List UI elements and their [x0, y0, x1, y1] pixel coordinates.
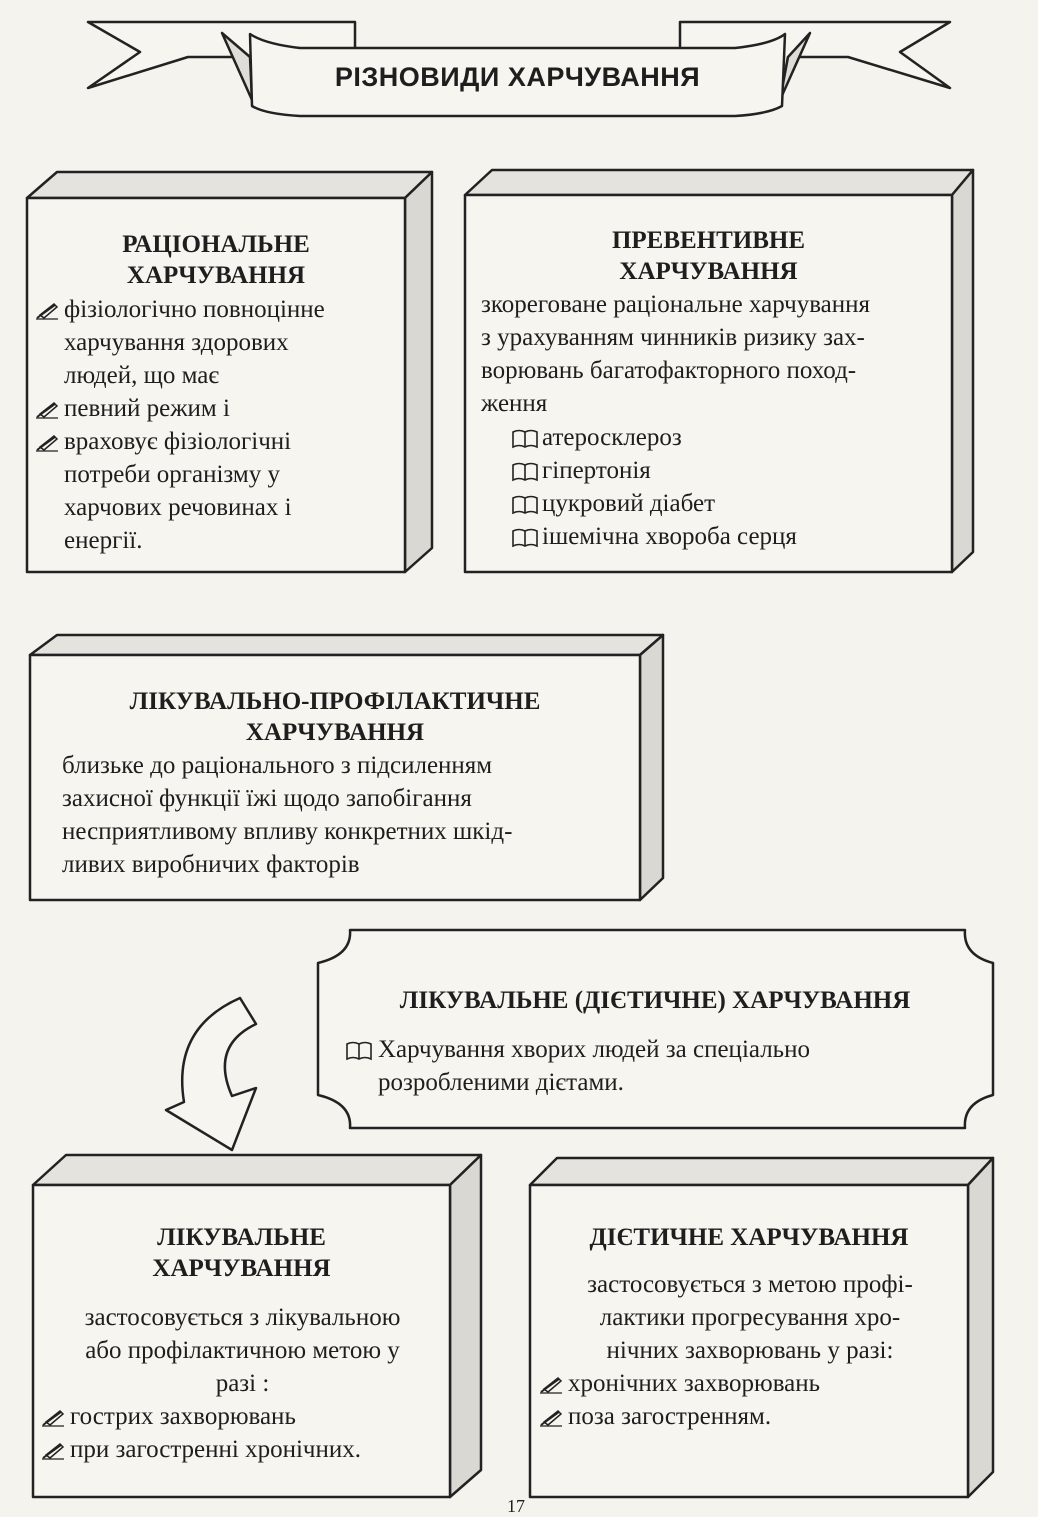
preventive-text [481, 288, 941, 420]
therapeutic-preventive-text-line: несприятливому впливу конкретних шкід- [62, 818, 513, 845]
list-item [508, 487, 948, 520]
rational-item-line: певний режим і [64, 395, 230, 422]
preventive-title-line: ХАРЧУВАННЯ [619, 258, 798, 285]
pen-icon [36, 1433, 70, 1466]
rational-item-line: харчування здорових [64, 329, 289, 356]
dietary-title: ДІЄТИЧНЕ ХАРЧУВАННЯ [589, 1224, 909, 1251]
list-item [36, 1400, 446, 1433]
rational-item-line: енергії. [64, 527, 143, 554]
preventive-item: цукровий діабет [542, 490, 716, 517]
list-item [340, 1033, 940, 1099]
preventive-text-line: з урахуванням чинників ризику зах- [481, 324, 865, 351]
box-therapeutic-preventive-side [640, 635, 663, 900]
preventive-item: гіпертонія [542, 457, 651, 484]
curved-arrow [166, 998, 256, 1150]
dietary-text-line: лактики прогресування хро- [599, 1304, 901, 1331]
pen-icon [30, 392, 64, 425]
pen-icon [534, 1367, 568, 1400]
medical-text-line: разі : [215, 1370, 270, 1397]
list-item [508, 421, 948, 454]
medical-dietary-title: ЛІКУВАЛЬНЕ (ДІЄТИЧНЕ) ХАРЧУВАННЯ [399, 987, 911, 1014]
diagram-title: РІЗНОВИДИ ХАРЧУВАННЯ [334, 62, 701, 92]
list-item [508, 454, 948, 487]
book-icon [508, 454, 542, 487]
book-icon [508, 421, 542, 454]
therapeutic-preventive-text-line: близьке до раціонального з підсиленням [62, 752, 493, 779]
medical-title-line: ЛІКУВАЛЬНЕ [157, 1224, 326, 1251]
therapeutic-preventive-text-line: захисної функції їжі щодо запобігання [62, 785, 472, 812]
medical-item: при загостренні хронічних. [70, 1436, 362, 1463]
medical-title-line: ХАРЧУВАННЯ [152, 1255, 331, 1282]
therapeutic-preventive-title [30, 686, 640, 748]
dietary-text [535, 1268, 965, 1367]
therapeutic-preventive-text [62, 749, 615, 881]
box-rational-top [27, 172, 432, 198]
pen-icon [30, 425, 64, 458]
medical-text-line: або профілактичною метою у [85, 1337, 400, 1364]
rational-title [27, 229, 405, 291]
book-icon [508, 487, 542, 520]
therapeutic-preventive-title-line: ХАРЧУВАННЯ [245, 719, 425, 746]
box-preventive-top [465, 170, 973, 195]
list-item [534, 1367, 964, 1400]
rational-item-line: харчових речовинах і [64, 494, 292, 521]
rational-item-line: фізіологічно повноцінне [64, 296, 325, 323]
book-icon [340, 1033, 378, 1066]
dietary-list [534, 1367, 964, 1433]
preventive-text-line: ворювань багатофакторного поход- [481, 357, 857, 384]
rational-list [30, 293, 400, 557]
pen-icon [36, 1400, 70, 1433]
dietary-text-line: нічних захворювань у разі: [606, 1337, 894, 1364]
page-number: 17 [507, 1496, 525, 1516]
rational-title-line: РАЦІОНАЛЬНЕ [122, 231, 310, 258]
box-rational-side [405, 172, 432, 572]
box-therapeutic-preventive-top [30, 635, 663, 655]
box-medical-top [33, 1155, 481, 1185]
therapeutic-preventive-text-line: ливих виробничих факторів [62, 851, 360, 878]
medical-dietary-item-line: розробленими дієтами. [378, 1069, 624, 1096]
preventive-item: атеросклероз [542, 424, 682, 451]
medical-title [33, 1222, 450, 1284]
rational-item-line: людей, що має [64, 362, 220, 389]
preventive-text-line: зкореговане раціональне харчування [481, 291, 871, 318]
preventive-item: ішемічна хвороба серця [542, 523, 797, 550]
pen-icon [30, 293, 64, 326]
rational-title-line: ХАРЧУВАННЯ [126, 262, 306, 289]
list-item [30, 392, 400, 425]
box-dietary-side [968, 1158, 993, 1497]
box-preventive-side [952, 170, 973, 572]
book-icon [508, 520, 542, 553]
preventive-text-line: ження [481, 390, 548, 417]
dietary-text-line: застосовується з метою профі- [587, 1271, 913, 1298]
list-item [36, 1433, 446, 1466]
medical-text [40, 1301, 445, 1400]
box-medical-side [450, 1155, 481, 1497]
medical-text-line: застосовується з лікувальною [84, 1304, 401, 1331]
box-dietary-top [530, 1158, 993, 1185]
dietary-item: поза загостренням. [568, 1403, 772, 1430]
list-item [508, 520, 948, 553]
preventive-list [508, 421, 948, 553]
dietary-item: хронічних захворювань [568, 1370, 821, 1397]
rational-item-line: потреби організму у [64, 461, 280, 488]
therapeutic-preventive-title-line: ЛІКУВАЛЬНО-ПРОФІЛАКТИЧНЕ [129, 688, 541, 715]
preventive-title-line: ПРЕВЕНТИВНЕ [611, 227, 806, 254]
medical-item: гострих захворювань [70, 1403, 296, 1430]
medical-dietary-item-line: Харчування хворих людей за спеціально [378, 1036, 810, 1063]
rational-item-line: враховує фізіологічні [64, 428, 292, 455]
list-item [30, 425, 400, 557]
medical-dietary-list [340, 1033, 940, 1099]
pen-icon [534, 1400, 568, 1433]
list-item [30, 293, 400, 392]
medical-list [36, 1400, 446, 1466]
list-item [534, 1400, 964, 1433]
preventive-title [465, 225, 952, 287]
